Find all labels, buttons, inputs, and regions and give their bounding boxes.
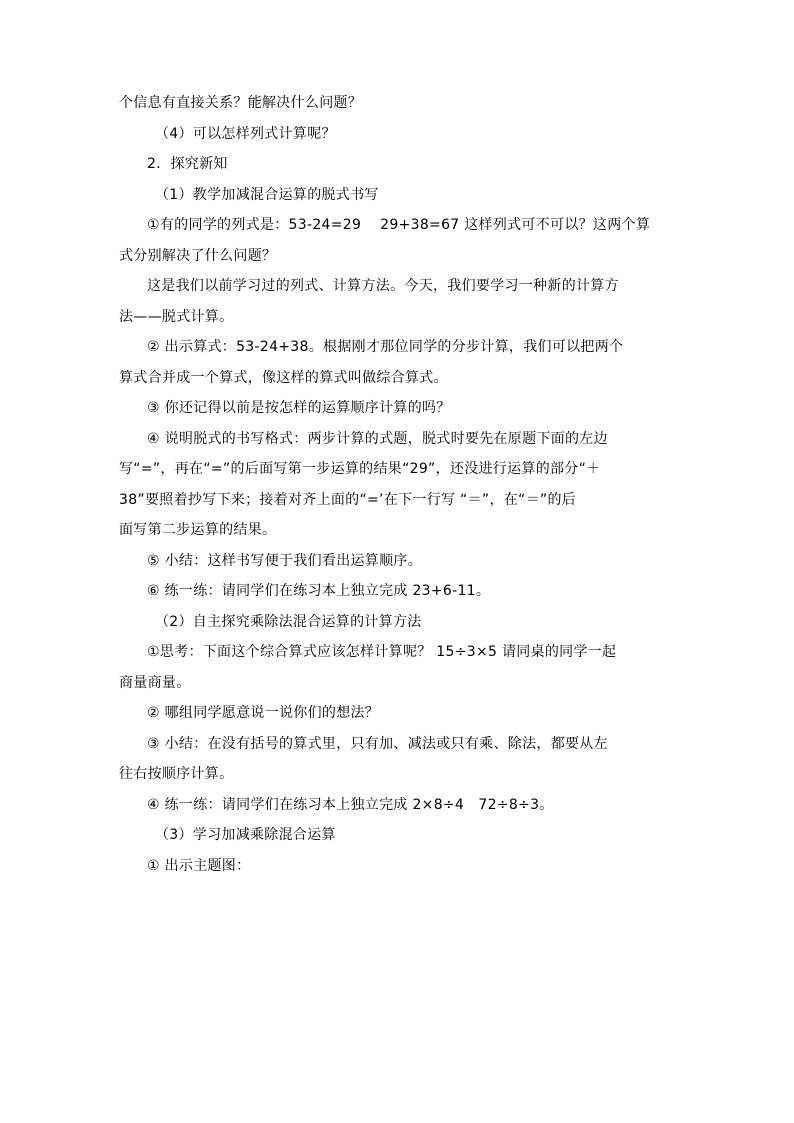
text-line-21: ② 哪组同学愿意说一说你们的想法？ — [147, 705, 380, 721]
text-line-6: 式分别解决了什么问题？ — [119, 247, 277, 264]
text-line-22: ③ 小结：在没有括号的算式里，只有加、减法或只有乘、除法，都要从左 — [147, 735, 608, 752]
text-line-20: 商量商量。 — [119, 674, 191, 691]
text-line-5: ①有的同学的列式是：53-24=29 29+38=67 这样列式可不可以？这两个算 — [147, 217, 651, 233]
text-line-1: 个信息有直接关系？能解决什么问题？ — [119, 95, 363, 111]
text-line-24: ④ 练一练：请同学们在练习本上独立完成 2×8÷4 72÷8÷3。 — [147, 796, 554, 813]
subsection-heading-1: （1）教学加减混合运算的脱式书写 — [155, 186, 379, 203]
text-line-8: 法——脱式计算。 — [119, 308, 234, 325]
text-line-10: 算式合并成一个算式，像这样的算式叫做综合算式。 — [119, 369, 448, 386]
text-line-11: ③ 你还记得以前是按怎样的运算顺序计算的吗？ — [147, 400, 451, 416]
text-line-13: 写“=”，再在“=”的后面写第一步运算的结果“29”，还没进行运算的部分“＋ — [119, 461, 601, 477]
subsection-heading-3: （3）学习加减乘除混合运算 — [155, 827, 336, 843]
text-line-14: 38”要照着抄写下来；接着对齐上面的“=’在下一行写 “＝”，在“＝”的后 — [119, 491, 577, 508]
subsection-heading-2: （2）自主探究乘除法混合运算的计算方法 — [155, 613, 422, 630]
text-line-26: ① 出示主题图： — [147, 857, 251, 874]
text-line-15: 面写第二步运算的结果。 — [119, 522, 277, 538]
text-line-2: （4）可以怎样列式计算呢？ — [155, 125, 336, 142]
text-line-19: ①思考：下面这个综合算式应该怎样计算呢？ 15÷3×5 请同桌的同学一起 — [147, 644, 617, 660]
section-heading-explore: 2．探究新知 — [147, 156, 228, 172]
document-body — [119, 88, 679, 881]
text-line-16: ⑤ 小结：这样书写便于我们看出运算顺序。 — [147, 552, 422, 569]
text-line-12: ④ 说明脱式的书写格式：两步计算的式题，脱式时要先在原题下面的左边 — [147, 430, 608, 447]
text-line-9: ② 出示算式：53-24+38。根据刚才那位同学的分步计算，我们可以把两个 — [147, 339, 624, 355]
text-line-23: 往右按顺序计算。 — [119, 766, 234, 782]
text-line-7: 这是我们以前学习过的列式、计算方法。今天，我们要学习一种新的计算方 — [147, 278, 619, 294]
text-line-17: ⑥ 练一练：请同学们在练习本上独立完成 23+6-11。 — [147, 583, 491, 599]
